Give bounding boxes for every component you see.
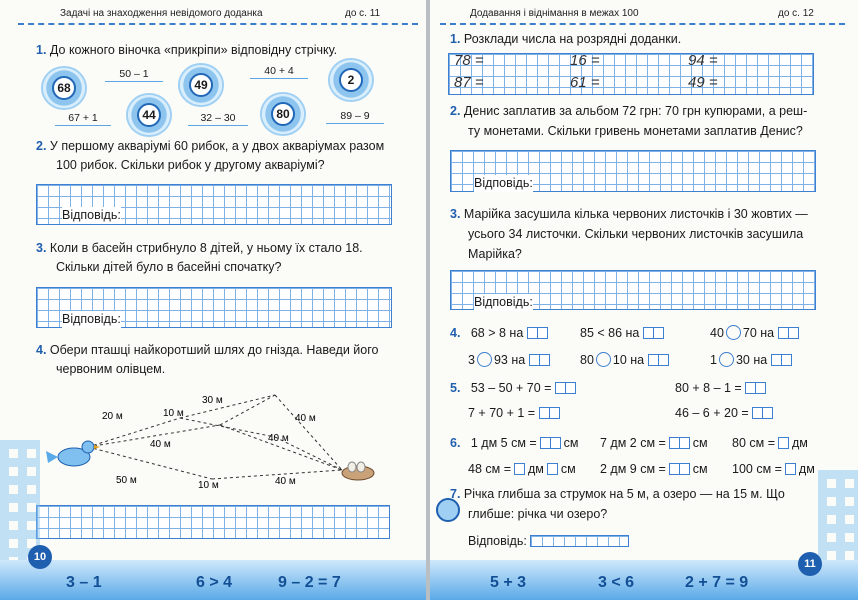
handwritten-number: 78 = [454, 52, 484, 69]
footer-expr: 6 > 4 [196, 574, 233, 591]
ribbon: 40 + 4 [250, 65, 308, 79]
wreath: 68 [43, 68, 85, 108]
right-header-rule [440, 23, 845, 25]
answer-grid[interactable] [36, 505, 390, 539]
task-number: 2. [36, 139, 47, 153]
ribbon: 89 – 9 [326, 110, 384, 124]
task6-item: 80 см = дм [732, 436, 808, 450]
task5-item: 46 – 6 + 20 = [675, 405, 772, 422]
task-text: У першому акваріумі 60 рибок, а у двох акваріумах разом [49, 139, 385, 153]
task-number: 1. [450, 32, 461, 46]
wreath: 2 [330, 60, 372, 100]
path-label: 40 м [275, 476, 296, 487]
answer-grid[interactable] [530, 535, 629, 547]
answer-label: Відповідь: [62, 208, 121, 222]
compare-circle [719, 352, 734, 367]
ribbon: 50 – 1 [105, 68, 163, 82]
task-number: 4. [36, 343, 47, 357]
task7-line2: глибше: річка чи озеро? [468, 507, 608, 521]
handwritten-number: 16 = [570, 52, 600, 69]
task7-answer [468, 533, 629, 550]
compare-circle [726, 325, 741, 340]
task2 [450, 103, 807, 120]
footer-expr: 9 – 2 = 7 [278, 574, 341, 591]
task4-line2: червоним олівцем. [56, 362, 166, 376]
task3 [450, 206, 808, 223]
right-header-title: Додавання і віднімання в межах 100 [470, 8, 639, 19]
task-text: Денис заплатив за альбом 72 грн: 70 грн купюрами, а реш- [463, 104, 808, 118]
task6-row1: 6. 1 дм 5 см = см [450, 436, 579, 450]
ribbon: 32 – 30 [188, 112, 248, 126]
task4-item: 3 93 на [468, 352, 549, 369]
right-page [430, 0, 858, 600]
answer-label: Відповідь: [62, 312, 121, 326]
task4 [36, 342, 378, 359]
wreath: 80 [262, 94, 304, 134]
task7 [450, 486, 785, 503]
task3-line2: усього 34 листочки. Скільки червоних листочків засушила [468, 227, 804, 241]
path-label: 50 м [116, 475, 137, 486]
task5-row1: 5. 53 – 50 + 70 = [450, 380, 575, 397]
decor-squares [0, 440, 40, 560]
task6-item: 7 дм 2 см = см [600, 436, 708, 450]
task-text: Річка глибша за струмок на 5 м, а озеро — на 15 м. Що [463, 487, 785, 501]
compare-circle [477, 352, 492, 367]
task-number: 1. [36, 43, 47, 57]
handwritten-number: 49 = [688, 74, 718, 91]
task2 [36, 138, 384, 155]
left-header-rule [18, 23, 418, 25]
task2-line2: 100 рибок. Скільки рибок у другому акваріумі? [56, 158, 325, 172]
task3-line2: Скільки дітей було в басейні спочатку? [56, 260, 282, 274]
left-page-ref: до с. 11 [345, 8, 381, 19]
path-label: 40 м [295, 413, 316, 424]
path-label: 10 м [163, 408, 184, 419]
answer-label: Відповідь: [474, 295, 533, 309]
task2-line2: ту монетами. Скільки гривень монетами заплатив Денис? [468, 124, 803, 138]
decor-squares [818, 470, 858, 570]
nest-icon [342, 462, 374, 480]
task5-item: 80 + 8 – 1 = [675, 380, 765, 397]
path-label: 40 м [150, 439, 171, 450]
task3-line3: Марійка? [468, 247, 522, 261]
page-number: 11 [798, 552, 822, 576]
task4-item: 85 < 86 на [580, 325, 663, 342]
handwritten-number: 94 = [688, 52, 718, 69]
task-text: Коли в басейн стрибнуло 8 дітей, у ньому їх стало 18. [49, 241, 363, 255]
wreath: 44 [128, 95, 170, 135]
bird-icon [46, 441, 100, 466]
task-number: 3. [450, 207, 461, 221]
task4-row1: 4. 68 > 8 на [450, 325, 547, 342]
task4-item: 40 70 на [710, 325, 798, 342]
task5-item: 7 + 70 + 1 = [468, 405, 559, 422]
task6-item: 100 см = дм [732, 462, 815, 476]
path-label: 40 м [268, 433, 289, 444]
path-label: 10 м [198, 480, 219, 491]
path-label: 20 м [102, 411, 123, 422]
compare-circle [596, 352, 611, 367]
task6-item: 2 дм 9 см = см [600, 462, 708, 476]
task1 [450, 31, 681, 48]
handwritten-number: 87 = [454, 74, 484, 91]
task-number: 3. [36, 241, 47, 255]
task-number: 7. [450, 487, 461, 501]
task-number: 4. [450, 326, 461, 340]
right-page-ref: до с. 12 [778, 8, 814, 19]
task-number: 6. [450, 436, 461, 450]
footer-expr: 5 + 3 [490, 574, 527, 591]
page-number: 10 [28, 545, 52, 569]
footer-expr: 3 < 6 [598, 574, 635, 591]
handwritten-number: 61 = [570, 74, 600, 91]
ribbon: 67 + 1 [55, 112, 111, 126]
task-number: 2. [450, 104, 461, 118]
path-diagram [40, 385, 380, 500]
footer-expr: 2 + 7 = 9 [685, 574, 749, 591]
task-text: Розклади числа на розрядні доданки. [463, 32, 682, 46]
answer-label: Відповідь: [468, 534, 527, 548]
decomposition-grid[interactable] [448, 53, 814, 95]
task6-item: 48 см = дм см [468, 462, 576, 476]
answer-label: Відповідь: [474, 176, 533, 190]
task3 [36, 240, 363, 257]
task1 [36, 42, 337, 59]
task-text: Марійка засушила кілька червоних листочків і 30 жовтих — [463, 207, 808, 221]
task-number: 5. [450, 381, 461, 395]
wreath: 49 [180, 65, 222, 105]
path-label: 30 м [202, 395, 223, 406]
left-header-title: Задачі на знаходження невідомого доданка [60, 8, 263, 19]
right-footer [430, 560, 858, 600]
left-footer [0, 560, 426, 600]
footer-expr: 3 – 1 [66, 574, 102, 591]
task-text: До кожного віночка «прикріпи» відповідну стрічку. [49, 43, 338, 57]
task4-item: 1 30 на [710, 352, 791, 369]
task4-item: 80 10 на [580, 352, 668, 369]
task-text: Обери пташці найкоротший шлях до гнізда. Наведи його [49, 343, 379, 357]
left-page [0, 0, 426, 600]
